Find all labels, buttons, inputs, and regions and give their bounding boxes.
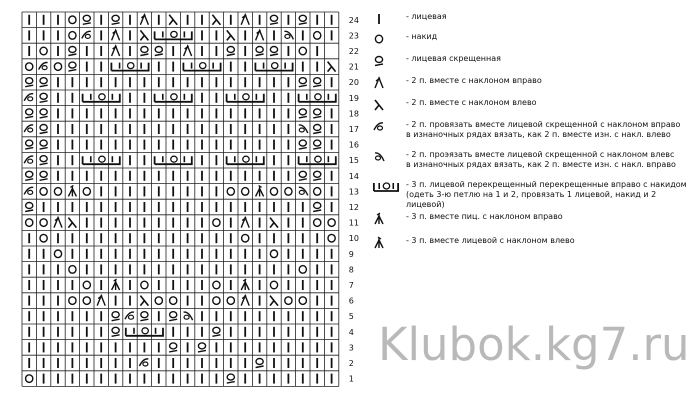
cable-cross-symbol	[183, 63, 220, 71]
yo-symbol	[328, 219, 335, 227]
twist-symbol	[40, 140, 48, 149]
tr-symbol	[24, 94, 33, 101]
twist-symbol	[25, 78, 33, 87]
legend-text: - лицевая скрещенная	[406, 54, 501, 63]
legend-item-cross	[372, 180, 687, 210]
k2r-symbol	[140, 15, 148, 25]
legend-item-k3r	[372, 212, 563, 226]
twist-symbol	[270, 47, 278, 56]
legend-text: - 2 п. вместе с наклоном вправо	[406, 76, 542, 85]
legend-item-twist	[372, 54, 501, 68]
legend-item-yo	[372, 32, 437, 46]
legend-item-k3l	[372, 236, 575, 250]
k2l-icon	[372, 98, 400, 112]
k2l-symbol	[212, 15, 220, 25]
twist-symbol	[140, 47, 148, 56]
yo-symbol	[155, 297, 162, 305]
twist-symbol	[25, 203, 33, 212]
legend-text: - 3 п. лицевой перекрещенный перекрещенные вправо с накидом (одеть 3-ю петлю на 1 и 2, провязать 1 лицевой, накид и 2 лицевой)	[406, 180, 687, 209]
twist-symbol	[212, 327, 220, 336]
yo-symbol	[213, 281, 220, 289]
twist-symbol	[270, 15, 278, 24]
twist-symbol	[40, 93, 48, 102]
row-number: 20	[348, 78, 359, 88]
yo-symbol	[270, 281, 277, 289]
twist-symbol	[112, 312, 120, 321]
twist-symbol	[227, 374, 235, 383]
yo-symbol	[141, 281, 148, 289]
watermark: Klubok.kg7.ru	[378, 318, 690, 371]
twist-symbol	[299, 109, 307, 118]
twist-symbol	[313, 140, 321, 149]
k2r-symbol	[112, 46, 120, 56]
yo-symbol	[40, 234, 47, 242]
k2r-symbol	[241, 218, 249, 228]
tr-symbol	[24, 187, 33, 194]
yo-symbol	[69, 16, 76, 24]
k2l-symbol	[140, 296, 148, 306]
cable-cross-symbol	[227, 94, 264, 102]
yo-symbol	[83, 188, 90, 196]
knit-icon	[372, 12, 400, 26]
yo-symbol	[285, 188, 292, 196]
tr-icon	[372, 120, 400, 134]
row-number: 12	[348, 203, 359, 212]
legend-text: - лицевая	[406, 12, 447, 21]
twist-symbol	[68, 62, 76, 71]
row-number: 16	[348, 140, 359, 150]
yo-symbol	[213, 219, 220, 227]
row-number: 6	[348, 296, 354, 306]
k2r-symbol	[256, 30, 264, 40]
tl-symbol	[284, 31, 293, 39]
cable-cross-symbol	[83, 94, 120, 102]
k2l-symbol	[227, 30, 235, 40]
yo-symbol	[285, 297, 292, 305]
k2l-symbol	[270, 296, 278, 306]
row-number: 23	[348, 31, 359, 41]
legend-item-tl	[372, 150, 676, 170]
twist-icon	[372, 54, 400, 68]
row-numbers	[349, 16, 359, 384]
row-number: 4	[348, 327, 354, 337]
yo-symbol	[227, 188, 234, 196]
row-number: 19	[348, 93, 359, 103]
cable-cross-symbol	[126, 328, 163, 336]
row-number: 18	[348, 109, 359, 119]
k2r-symbol	[184, 46, 192, 56]
yo-symbol	[299, 297, 306, 305]
yo-symbol	[26, 219, 33, 227]
yo-symbol	[69, 32, 76, 40]
twist-symbol	[40, 156, 48, 165]
yo-symbol	[314, 188, 321, 196]
twist-symbol	[40, 125, 48, 134]
tr-symbol	[24, 156, 33, 163]
twist-symbol	[227, 47, 235, 56]
legend-text: - 2 п. провязать вместе лицевой скрещенной с наклоном вправо в изнаночных рядах вязать, как 2 п. вместе изн. с накл. влево	[406, 120, 681, 139]
row-number: 10	[348, 234, 359, 244]
yo-symbol	[170, 297, 177, 305]
yo-symbol	[69, 297, 76, 305]
k3r-symbol	[68, 185, 76, 196]
yo-symbol	[213, 297, 220, 305]
legend-text: - 2 п. вместе с наклоном влево	[406, 98, 537, 107]
yo-symbol	[40, 188, 47, 196]
twist-symbol	[25, 140, 33, 149]
cable-cross-symbol	[299, 156, 336, 164]
row-number: 7	[348, 281, 354, 290]
tl-symbol	[184, 312, 193, 320]
k3r-symbol	[112, 279, 120, 290]
row-number: 17	[348, 125, 359, 134]
twist-symbol	[40, 109, 48, 118]
k3l-symbol	[256, 185, 264, 196]
tr-symbol	[39, 62, 48, 69]
twist-symbol	[155, 47, 163, 56]
row-number: 13	[348, 187, 359, 197]
yo-symbol	[83, 297, 90, 305]
k3l-icon	[372, 236, 400, 250]
tr-symbol	[82, 31, 91, 38]
row-number: 2	[348, 359, 354, 368]
twist-symbol	[313, 125, 321, 134]
cable-cross-symbol	[155, 31, 192, 39]
k3r-icon	[372, 212, 400, 226]
legend-item-k2r	[372, 76, 542, 90]
tr-symbol	[24, 125, 33, 132]
yo-symbol	[26, 375, 33, 383]
twist-symbol	[256, 47, 264, 56]
row-number: 9	[348, 249, 354, 259]
k3r-symbol	[241, 279, 249, 290]
twist-symbol	[313, 109, 321, 118]
yo-symbol	[328, 234, 335, 242]
tl-symbol	[299, 187, 308, 195]
cable-cross-symbol	[255, 63, 292, 71]
legend-item-k2l	[372, 98, 537, 112]
twist-symbol	[198, 343, 206, 352]
k2l-symbol	[68, 218, 76, 228]
yo-symbol	[54, 250, 61, 258]
k2l-symbol	[328, 62, 336, 72]
k2l-symbol	[270, 218, 278, 228]
yo-symbol	[299, 266, 306, 274]
row-number: 22	[348, 47, 359, 56]
yo-symbol	[314, 32, 321, 40]
legend-item-knit	[372, 12, 447, 26]
yo-symbol	[227, 297, 234, 305]
cable-cross-symbol	[299, 94, 336, 102]
k2r-symbol	[54, 218, 62, 228]
yo-symbol	[83, 281, 90, 289]
row-number: 21	[348, 62, 359, 72]
yo-icon	[372, 32, 400, 46]
twist-symbol	[112, 327, 120, 336]
yo-symbol	[26, 63, 33, 71]
twist-symbol	[313, 171, 321, 180]
yo-symbol	[314, 219, 321, 227]
cable-cross-symbol	[155, 94, 192, 102]
row-number: 11	[348, 218, 359, 228]
legend-text: - 3 п. вместе пиц. с наклоном вправо	[406, 212, 563, 221]
k2l-symbol	[169, 15, 177, 25]
yo-symbol	[242, 188, 249, 196]
row-number: 3	[348, 343, 354, 353]
row-number: 8	[348, 265, 354, 275]
k2r-symbol	[241, 15, 249, 25]
twist-symbol	[169, 312, 177, 321]
twist-symbol	[140, 312, 148, 321]
row-number: 15	[348, 156, 359, 166]
twist-symbol	[25, 171, 33, 180]
yo-symbol	[242, 234, 249, 242]
twist-symbol	[40, 78, 48, 87]
twist-symbol	[256, 359, 264, 368]
yo-symbol	[69, 266, 76, 274]
yo-symbol	[54, 63, 61, 71]
yo-symbol	[299, 47, 306, 55]
yo-symbol	[40, 219, 47, 227]
tl-symbol	[299, 125, 308, 133]
cable-cross-symbol	[83, 156, 120, 164]
twist-symbol	[83, 15, 91, 24]
yo-symbol	[270, 188, 277, 196]
twist-symbol	[169, 343, 177, 352]
row-number: 14	[348, 171, 359, 181]
legend-item-tr	[372, 120, 680, 140]
twist-symbol	[68, 47, 76, 56]
twist-symbol	[299, 15, 307, 24]
twist-symbol	[112, 15, 120, 24]
k2r-icon	[372, 76, 400, 90]
row-number: 1	[348, 374, 354, 384]
legend-text: - 3 п. вместе лицевой с наклоном влево	[406, 236, 575, 245]
cable-cross-symbol	[111, 63, 148, 71]
twist-symbol	[299, 78, 307, 87]
yo-symbol	[40, 47, 47, 55]
twist-symbol	[313, 203, 321, 212]
row-number: 5	[348, 312, 354, 322]
k2r-symbol	[112, 30, 120, 40]
cross-icon	[372, 180, 400, 194]
cable-cross-symbol	[227, 156, 264, 164]
k2r-symbol	[241, 296, 249, 306]
yo-symbol	[270, 250, 277, 258]
yo-symbol	[54, 188, 61, 196]
twist-symbol	[313, 78, 321, 87]
legend-text: - 2 п. проэязать вместе лицевой скрещенной с наклоном влевс в изнаночных рядах вязать, как 2 п. вместе изн. с накл. вправо	[406, 150, 676, 169]
tl-icon	[372, 150, 400, 164]
tr-symbol	[125, 312, 134, 319]
row-number: 24	[348, 15, 359, 25]
grid-lines	[22, 12, 339, 386]
k2r-symbol	[97, 296, 105, 306]
tr-symbol	[139, 359, 148, 366]
k2l-symbol	[140, 30, 148, 40]
cable-cross-symbol	[155, 156, 192, 164]
twist-symbol	[299, 171, 307, 180]
twist-symbol	[299, 140, 307, 149]
twist-symbol	[25, 109, 33, 118]
legend-text: - накид	[406, 32, 438, 41]
twist-symbol	[40, 171, 48, 180]
